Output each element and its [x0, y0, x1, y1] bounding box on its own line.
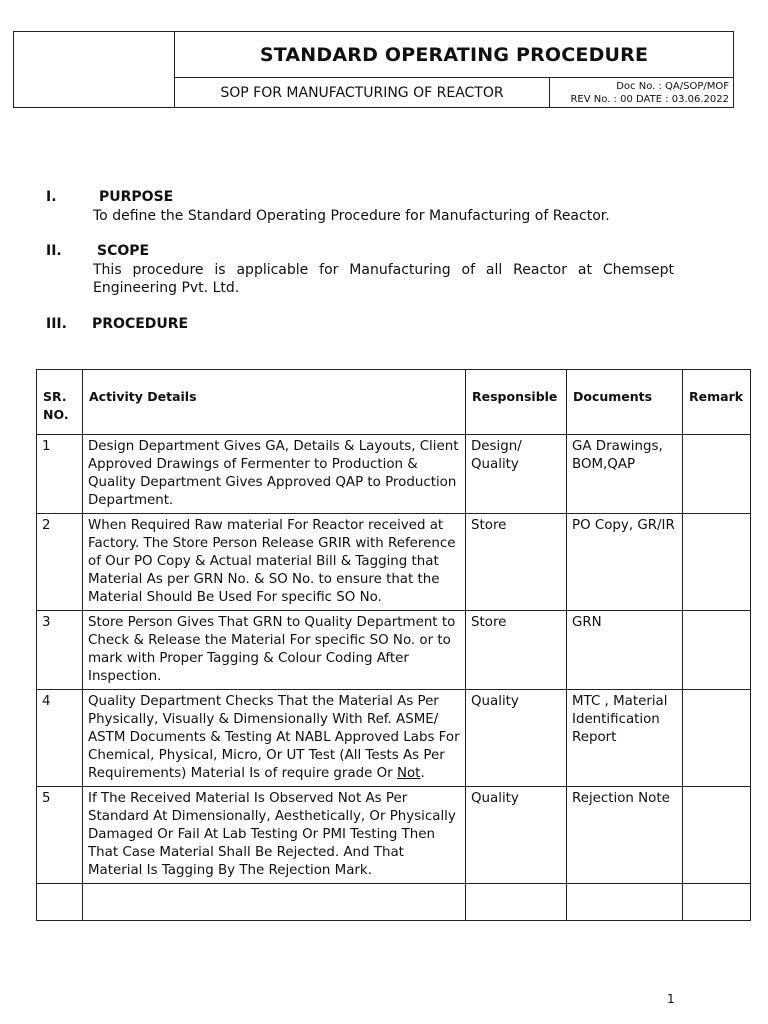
activity-details: Store Person Gives That GRN to Quality Department to Check & Release the Material For specific SO No. or to mark with Proper Tagging & Colour Coding After Inspection. [83, 611, 466, 690]
documents: MTC , Material Identification Report [567, 690, 683, 787]
col-header-responsible: Responsible [466, 370, 567, 435]
responsible: Quality [466, 690, 567, 787]
remark [683, 611, 751, 690]
document-title: STANDARD OPERATING PROCEDURE [175, 32, 733, 78]
underlined-not: Not [396, 766, 421, 781]
scope-text: This procedure is applicable for Manufacturing of all Reactor at Chemsept Engineering Pvt. Ltd. [93, 262, 674, 296]
documents: GA Drawings, BOM,QAP [567, 435, 683, 514]
table-row [37, 787, 751, 884]
col-header-remark: Remark [683, 370, 751, 435]
sr-no: 5 [37, 787, 83, 884]
table-row [37, 611, 751, 690]
table-row [37, 514, 751, 611]
purpose-text: To define the Standard Operating Procedure for Manufacturing of Reactor. [93, 208, 610, 224]
col-header-documents: Documents [567, 370, 683, 435]
empty-cell [37, 884, 83, 921]
col-header-activity: Activity Details [83, 370, 466, 435]
section-number: II. [46, 243, 62, 259]
activity-text: Quality Department Checks That the Material As Per Physically, Visually & Dimensionally With Ref. ASME/ ASTM Documents & Testing At NABL Approved Labs For Chemical, Physical, Micro, Or UT Test (All Tests As Per Requirements) Material Is of require grade Or [88, 694, 460, 781]
table-row [37, 690, 751, 787]
table-row-empty [37, 884, 751, 921]
documents: PO Copy, GR/IR [567, 514, 683, 611]
documents: Rejection Note [567, 787, 683, 884]
activity-details: When Required Raw material For Reactor received at Factory. The Store Person Release GRIR with Reference of Our PO Copy & Actual material Bill & Tagging that Material As per GRN No. & SO No. to ensure that the Material Should Be Used For specific SO No. [83, 514, 466, 611]
col-header-sr-no: SR. NO. [37, 370, 83, 435]
section-title-scope: SCOPE [97, 243, 150, 259]
sr-no: 3 [37, 611, 83, 690]
empty-cell [567, 884, 683, 921]
responsible: Quality [466, 787, 567, 884]
documents: GRN [567, 611, 683, 690]
section-number: I. [46, 189, 57, 205]
document-header [13, 31, 734, 108]
remark [683, 514, 751, 611]
doc-info [550, 78, 733, 107]
section-title-purpose: PURPOSE [99, 189, 174, 205]
empty-cell [683, 884, 751, 921]
document-subtitle: SOP FOR MANUFACTURING OF REACTOR [175, 78, 550, 107]
sr-no: 1 [37, 435, 83, 514]
page-number: 1 [667, 992, 675, 1006]
table-row [37, 435, 751, 514]
procedure-table [36, 369, 751, 921]
remark [683, 787, 751, 884]
remark [683, 690, 751, 787]
responsible: Store [466, 611, 567, 690]
empty-cell [83, 884, 466, 921]
activity-details: If The Received Material Is Observed Not As Per Standard At Dimensionally, Aesthetically, Or Physically Damaged Or Fail At Lab Testing Or PMI Testing Then That Case Material Shall Be Rejected. And That Material Is Tagging By The Rejection Mark. [83, 787, 466, 884]
responsible: Design/ Quality [466, 435, 567, 514]
sr-no: 2 [37, 514, 83, 611]
remark [683, 435, 751, 514]
activity-period: . [420, 766, 425, 781]
section-title-procedure: PROCEDURE [92, 316, 189, 332]
table-header-row [37, 370, 751, 435]
responsible: Store [466, 514, 567, 611]
revision-date: REV No. : 00 DATE : 03.06.2022 [570, 94, 729, 105]
section-number: III. [46, 316, 67, 332]
activity-details [83, 690, 466, 787]
sr-no: 4 [37, 690, 83, 787]
doc-number: Doc No. : QA/SOP/MOF [616, 81, 729, 92]
logo-cell [14, 32, 175, 107]
activity-details: Design Department Gives GA, Details & Layouts, Client Approved Drawings of Fermenter to Production & Quality Department Gives Approved QAP to Production Department. [83, 435, 466, 514]
empty-cell [466, 884, 567, 921]
